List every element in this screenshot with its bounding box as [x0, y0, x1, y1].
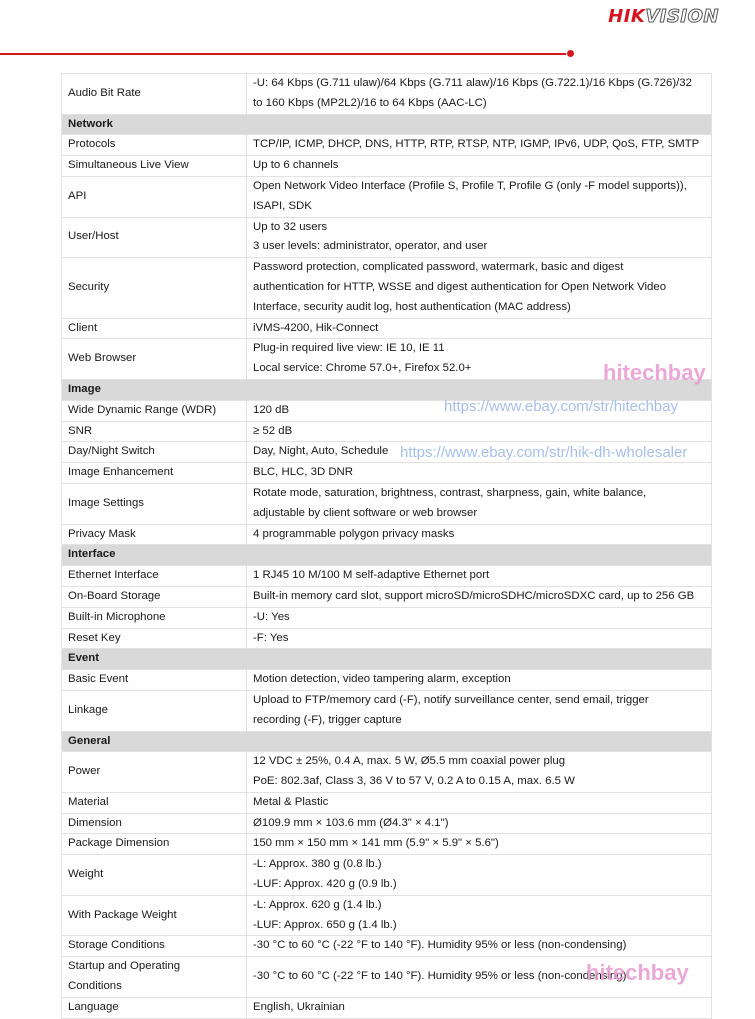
spec-label: Privacy Mask — [62, 524, 247, 545]
spec-value-line: adjustable by client software or web browser — [253, 506, 478, 519]
watermark-url-wholesaler: https://www.ebay.com/str/hik-dh-wholesaler — [400, 444, 688, 461]
spec-row — [62, 156, 712, 177]
header-divider — [0, 53, 566, 55]
spec-label: Language — [62, 997, 247, 1018]
spec-value-line: -LUF: Approx. 650 g (1.4 lb.) — [253, 918, 397, 931]
section-title: General — [62, 731, 712, 752]
spec-row — [62, 421, 712, 442]
spec-value-line: Upload to FTP/memory card (-F), notify surveillance center, send email, trigger — [253, 693, 649, 706]
spec-row — [62, 936, 712, 957]
spec-label: Image Enhancement — [62, 463, 247, 484]
spec-row — [62, 400, 712, 421]
spec-value — [247, 483, 712, 524]
spec-value — [247, 442, 712, 463]
spec-value-line: Local service: Chrome 57.0+, Firefox 52.0+ — [253, 362, 472, 375]
spec-value — [247, 813, 712, 834]
spec-label-line: Startup and Operating — [68, 960, 181, 973]
watermark-url-store: https://www.ebay.com/str/hitechbay — [444, 398, 678, 415]
spec-value — [247, 997, 712, 1018]
spec-value-line: Ø109.9 mm × 103.6 mm (Ø4.3" × 4.1") — [253, 816, 449, 829]
spec-value-line: -LUF: Approx. 420 g (0.9 lb.) — [253, 878, 397, 891]
spec-row — [62, 628, 712, 649]
section-title: Image — [62, 379, 712, 400]
spec-value-line: -30 °C to 60 °C (-22 °F to 140 °F). Humidity 95% or less (non-condensing) — [253, 970, 627, 983]
spec-row — [62, 524, 712, 545]
spec-label: Weight — [62, 855, 247, 896]
spec-row — [62, 442, 712, 463]
spec-label: With Package Weight — [62, 895, 247, 936]
spec-row — [62, 258, 712, 318]
spec-value-line: ≥ 52 dB — [253, 424, 293, 437]
spec-value — [247, 690, 712, 731]
spec-row — [62, 957, 712, 998]
spec-value — [247, 400, 712, 421]
spec-value — [247, 524, 712, 545]
section-header — [62, 731, 712, 752]
spec-value-line: -30 °C to 60 °C (-22 °F to 140 °F). Humidity 95% or less (non-condensing) — [253, 939, 627, 952]
spec-value-line: 4 programmable polygon privacy masks — [253, 527, 455, 540]
spec-row — [62, 217, 712, 258]
spec-row — [62, 752, 712, 793]
spec-value-line: 3 user levels: administrator, operator, and user — [253, 240, 488, 253]
spec-label: Ethernet Interface — [62, 566, 247, 587]
spec-label: Day/Night Switch — [62, 442, 247, 463]
spec-value-line: -L: Approx. 620 g (1.4 lb.) — [253, 898, 382, 911]
section-title: Interface — [62, 545, 712, 566]
spec-value — [247, 586, 712, 607]
spec-label: Simultaneous Live View — [62, 156, 247, 177]
spec-label: API — [62, 176, 247, 217]
spec-label: Package Dimension — [62, 834, 247, 855]
spec-value-line: 150 mm × 150 mm × 141 mm (5.9" × 5.9" × 5.6") — [253, 837, 499, 850]
spec-value-line: to 160 Kbps (MP2L2)/16 to 64 Kbps (AAC-LC) — [253, 96, 487, 109]
spec-row — [62, 813, 712, 834]
spec-label: User/Host — [62, 217, 247, 258]
spec-value — [247, 318, 712, 339]
spec-value-line: Up to 6 channels — [253, 159, 339, 172]
spec-table — [61, 73, 712, 1019]
spec-row — [62, 339, 712, 380]
spec-value — [247, 566, 712, 587]
spec-value — [247, 957, 712, 998]
spec-label: Reset Key — [62, 628, 247, 649]
section-header — [62, 649, 712, 670]
spec-value-line: TCP/IP, ICMP, DHCP, DNS, HTTP, RTP, RTSP, NTP, IGMP, IPv6, UDP, QoS, FTP, SMTP — [253, 138, 700, 151]
spec-row — [62, 997, 712, 1018]
spec-value — [247, 339, 712, 380]
spec-value-line: Interface, security audit log, host authentication (MAC address) — [253, 300, 571, 313]
section-title: Network — [62, 114, 712, 135]
spec-value — [247, 895, 712, 936]
hikvision-logo: HIKVISION — [608, 6, 719, 27]
spec-value-line: 1 RJ45 10 M/100 M self-adaptive Ethernet port — [253, 569, 490, 582]
spec-row — [62, 834, 712, 855]
header-divider-dot — [567, 50, 574, 57]
spec-value-line: recording (-F), trigger capture — [253, 713, 402, 726]
spec-value-line: -F: Yes — [253, 631, 289, 644]
spec-row — [62, 855, 712, 896]
spec-label: Built-in Microphone — [62, 607, 247, 628]
spec-value-line: Metal & Plastic — [253, 795, 329, 808]
spec-value-line: Open Network Video Interface (Profile S, Profile T, Profile G (only -F model supports)), — [253, 179, 687, 192]
spec-value — [247, 463, 712, 484]
watermark-brand-bottom: hitechbay — [586, 960, 689, 985]
spec-label: Audio Bit Rate — [62, 74, 247, 115]
spec-value-line: English, Ukrainian — [253, 1000, 345, 1013]
spec-value-line: Password protection, complicated password, watermark, basic and digest — [253, 261, 624, 274]
section-header — [62, 545, 712, 566]
spec-row — [62, 792, 712, 813]
spec-label: SNR — [62, 421, 247, 442]
spec-row — [62, 176, 712, 217]
spec-value-line: Up to 32 users — [253, 220, 328, 233]
spec-value-line: 120 dB — [253, 403, 290, 416]
spec-value — [247, 607, 712, 628]
section-header — [62, 379, 712, 400]
spec-row — [62, 463, 712, 484]
spec-value — [247, 156, 712, 177]
section-header — [62, 114, 712, 135]
spec-value — [247, 74, 712, 115]
spec-value — [247, 855, 712, 896]
spec-value-line: Day, Night, Auto, Schedule — [253, 445, 389, 458]
section-title: Event — [62, 649, 712, 670]
spec-value-line: PoE: 802.3af, Class 3, 36 V to 57 V, 0.2 A to 0.15 A, max. 6.5 W — [253, 775, 575, 788]
spec-label: Basic Event — [62, 670, 247, 691]
spec-label: Power — [62, 752, 247, 793]
spec-value-line: Built-in memory card slot, support microSD/microSDHC/microSDXC card, up to 256 GB — [253, 589, 695, 602]
spec-value-line: -U: 64 Kbps (G.711 ulaw)/64 Kbps (G.711 alaw)/16 Kbps (G.722.1)/16 Kbps (G.726)/32 — [253, 77, 692, 89]
spec-value-line: Plug-in required live view: IE 10, IE 11 — [253, 342, 445, 355]
spec-value-line: authentication for HTTP, WSSE and digest authentication for Open Network Video — [253, 280, 667, 293]
spec-row — [62, 670, 712, 691]
spec-value — [247, 752, 712, 793]
spec-value — [247, 834, 712, 855]
spec-label: Security — [62, 258, 247, 318]
spec-value-line: -L: Approx. 380 g (0.8 lb.) — [253, 858, 382, 871]
spec-value — [247, 217, 712, 258]
spec-value — [247, 258, 712, 318]
spec-value-line: -U: Yes — [253, 610, 290, 623]
spec-row — [62, 690, 712, 731]
spec-value-line: iVMS-4200, Hik-Connect — [253, 321, 379, 334]
spec-value — [247, 670, 712, 691]
spec-value — [247, 176, 712, 217]
spec-label: Wide Dynamic Range (WDR) — [62, 400, 247, 421]
spec-value — [247, 936, 712, 957]
spec-label: Storage Conditions — [62, 936, 247, 957]
spec-value-line: BLC, HLC, 3D DNR — [253, 466, 354, 479]
spec-row — [62, 607, 712, 628]
watermark-brand-top: hitechbay — [603, 360, 706, 385]
spec-row — [62, 483, 712, 524]
spec-label: Protocols — [62, 135, 247, 156]
spec-label: Web Browser — [62, 339, 247, 380]
spec-label — [62, 957, 247, 998]
spec-value-line: Motion detection, video tampering alarm, exception — [253, 673, 511, 686]
spec-label: Material — [62, 792, 247, 813]
spec-value — [247, 135, 712, 156]
spec-label: Linkage — [62, 690, 247, 731]
spec-value-line: Rotate mode, saturation, brightness, contrast, sharpness, gain, white balance, — [253, 486, 647, 499]
spec-row — [62, 566, 712, 587]
spec-value — [247, 792, 712, 813]
spec-label: Dimension — [62, 813, 247, 834]
spec-label: Client — [62, 318, 247, 339]
spec-row — [62, 135, 712, 156]
spec-value — [247, 628, 712, 649]
spec-value-line: 12 VDC ± 25%, 0.4 A, max. 5 W, Ø5.5 mm coaxial power plug — [253, 755, 566, 768]
spec-value — [247, 421, 712, 442]
spec-row — [62, 895, 712, 936]
spec-label-line: Conditions — [68, 980, 122, 993]
spec-row — [62, 586, 712, 607]
spec-row — [62, 74, 712, 115]
spec-label: On-Board Storage — [62, 586, 247, 607]
spec-row — [62, 318, 712, 339]
spec-value-line: ISAPI, SDK — [253, 199, 312, 212]
spec-label: Image Settings — [62, 483, 247, 524]
